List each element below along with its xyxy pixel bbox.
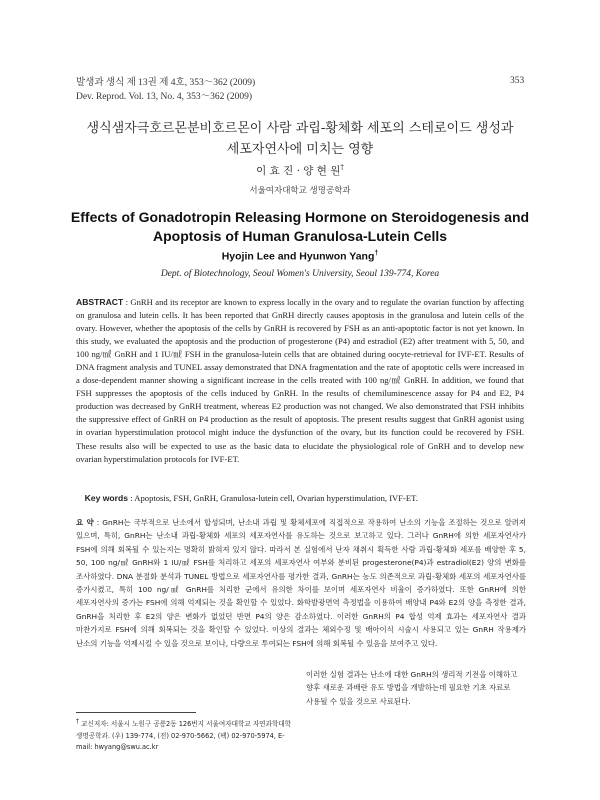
korean-abstract-text: : GnRH는 국부적으로 난소에서 합성되며, 난소내 과립 및 황체세포에 직접적으로 작용하여 난소의 기능을 조절하는 것으로 알려져 있으며, 특히, GnRH는 난소내 과립-황체화 세포의 세포자연사를 유도하는 것으로 보고하고 있다. 그러나 GnRH에 의한 세포자연사가 FSH에 의해 회복될 수 있는지는 명확히 밝혀져 있지 않다. 따라서 본 실험에서 난자 채취시 획득한 사람 과립-황체화 세포를 배양한 후 5, 50, 100 ng/㎖ GnRH와 1 IU/㎖ FSH를 처리하고 세포의 세포자연사 여부와 분비된 progesterone(P4)과 estradiol(E2) 양의 변화를 조사하였다. DNA 분절화 분석과 TUNEL 방법으로 세포자연사를 평가한 결과, GnRH는 농도 의존적으로 과립-황체화 세포의 세포자연사를 증가시켰고, 특히 100 ng/㎖ GnRH를 처리한 군에서 유의한 차이를 보이며 세포자연사 비율이 증가하였다. 또한 GnRH에 의한 세포자연사의 증가는 FSH에 의해 억제되는 것을 확인할 수 있었다. 화학발광면역 측정법을 이용하여 배양내 P4와 E2의 양을 측정한 결과, GnRH을 처리한 후 E2의 양은 변화가 없었던 반면 P4의 양은 감소하였다. 이러한 GnRH의 P4 합성 억제 효과는 세포자연사 결과 마찬가지로 FSH에 의해 회복되는 것을 확인할 수 있었다. 이상의 결과는 체외수정 및 배아이식 시술시 사용되고 있는 GnRH 작용제가 난소의 기능을 억제시킬 수 있을 것으로 보이나, 다량으로 투여되는 FSH에 의해 회복될 수 있음을 보여주고 있다. — [76, 518, 526, 648]
english-author-names: Hyojin Lee and Hyunwon Yang — [221, 250, 375, 263]
korean-abstract-continuation: 이러한 실험 결과는 난소에 대한 GnRH의 생리적 기전을 이해하고 향후 새로운 과배란 유도 방법을 개발하는데 필요한 기초 자료로 사용될 수 있을 것으로 사료된다. — [306, 670, 518, 706]
english-authors — [60, 250, 540, 263]
abstract-text: : GnRH and its receptor are known to express locally in the ovary and to regulate the ovarian function by affecting on granulosa and lutein cells. It has been reported that GnRH directly causes apoptosis in the granulosa and lutein cells of the ovary. However, whether the apoptosis of the cells by GnRH is recovered by FSH as an anti-apoptotic factor is not yet known. In this study, we evaluated the apoptosis and the production of progesterone (P4) and estradiol (E2) after treatment with 5, 50, and 100 ng/㎖ GnRH and 1 IU/㎖ FSH in the granulosa-lutein cells that are obtained during oocyte-retrieval for IVF-ET. Results of DNA fragment analysis and TUNEL assay demonstrated that DNA fragmentation and the rate of apoptotic cells were increased in a dose-dependent manner showing a significant increase in the cells treated with 100 ng/㎖ GnRH. In addition, we found that FSH suppresses the apoptosis of the cells induced by GnRH. In the results of chemiluminescence assay for P4 and E2, P4 production was decreased by GnRH treatment, whereas E2 production was not changed. We also demonstrated that FSH inhibits the suppressive effect of GnRH on P4 production as the result of apoptosis. The present results suggest that GnRH agonist using in ovarian hyperstimulation protocol might induce the dysfunction of the ovary, but its function could be recovered by FSH. These results also will be expected to use as the basic data to elucidate the physiological role of GnRH and to develop new ovarian hyperstimulation protocols for IVF-ET. — [76, 297, 524, 464]
keywords — [76, 492, 524, 505]
english-title-line1: Effects of Gonadotropin Releasing Hormone on Steroidogenesis and — [70, 209, 530, 225]
korean-author-names: 이 효 진 · 양 현 원 — [256, 165, 341, 177]
journal-citation-korean: 발생과 생식 제 13권 제 4호, 353～362 (2009) — [76, 78, 256, 88]
abstract-label: ABSTRACT — [76, 297, 124, 307]
footnote-divider — [76, 712, 196, 713]
korean-corresponding-mark: † — [340, 163, 344, 172]
korean-title-line2: 세포자연사에 미치는 영향 — [226, 142, 374, 157]
korean-authors — [60, 163, 540, 178]
korean-abstract-label: 요 약 — [76, 518, 94, 527]
english-title — [60, 208, 540, 245]
footnote-text: 교신저자: 서울시 노원구 공릉2동 126번지 서울여자대학교 자연과학대학 생명공학과. (우) 139-774, (전) 02-970-5662, (팩) 02-970-5974, E-mail: hwyang@swu.ac.kr — [76, 720, 292, 751]
english-corresponding-mark: † — [374, 250, 379, 257]
english-affiliation: Dept. of Biotechnology, Seoul Women's University, Seoul 139-774, Korea — [160, 269, 440, 279]
footnote-mark: † — [76, 718, 79, 725]
journal-header — [76, 76, 255, 104]
korean-affiliation: 서울여자대학교 생명공학과 — [249, 186, 351, 196]
journal-citation-english: Dev. Reprod. Vol. 13, No. 4, 353～362 (2009) — [76, 92, 253, 102]
korean-title — [60, 118, 540, 160]
abstract — [76, 296, 524, 466]
corresponding-author-footnote — [76, 716, 296, 753]
english-title-line2: Apoptosis of Human Granulosa-Lutein Cells — [152, 227, 448, 244]
korean-abstract — [76, 516, 526, 650]
keywords-label: Key words — [84, 493, 129, 503]
korean-title-line1: 생식샘자극호르몬분비호르몬이 사람 과립-황체화 세포의 스테로이드 생성과 — [86, 121, 514, 136]
keywords-text: : Apoptosis, FSH, GnRH, Granulosa-lutein cell, Ovarian hyperstimulation, IVF-ET. — [130, 493, 418, 503]
page-number: 353 — [510, 76, 525, 86]
